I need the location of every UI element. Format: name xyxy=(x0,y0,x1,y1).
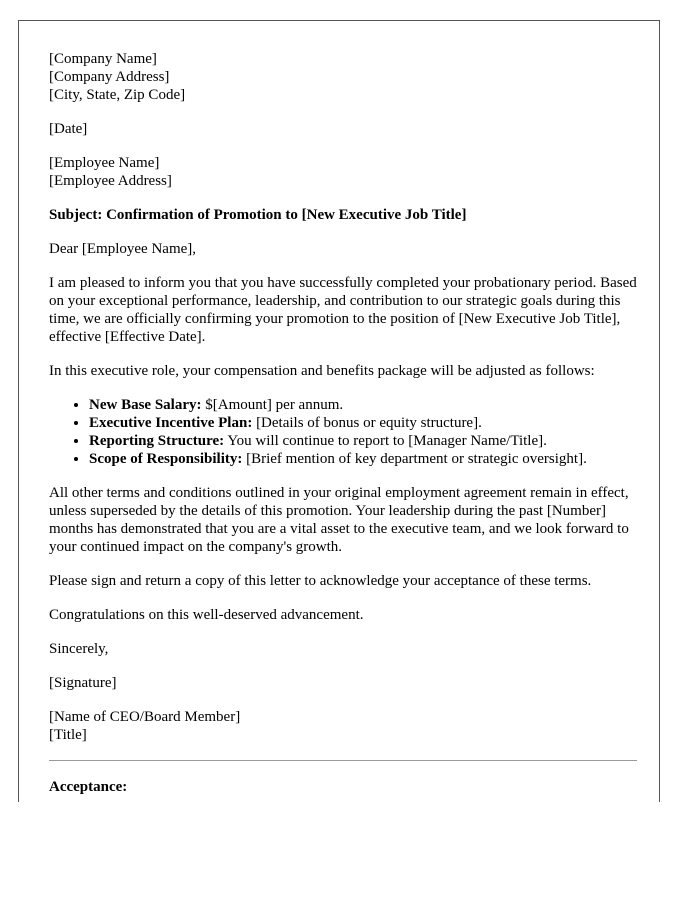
term-text: $[Amount] per annum. xyxy=(201,397,344,413)
salutation: Dear [Employee Name], xyxy=(49,241,197,257)
letter-page xyxy=(18,20,660,802)
term-text: You will continue to report to [Manager Name/Title]. xyxy=(224,433,547,449)
congratulations-line: Congratulations on this well-deserved advancement. xyxy=(49,607,364,623)
signer-block xyxy=(49,708,637,744)
term-label: New Base Salary: xyxy=(89,397,202,413)
acceptance-heading: Acceptance: xyxy=(49,779,128,795)
employee-name: [Employee Name] xyxy=(49,155,160,171)
term-text: [Brief mention of key department or strategic oversight]. xyxy=(242,451,587,467)
list-item xyxy=(89,432,637,450)
sign-request: Please sign and return a copy of this letter to acknowledge your acceptance of these terms. xyxy=(49,573,592,589)
closing: Sincerely, xyxy=(49,641,109,657)
section-divider xyxy=(49,760,637,761)
list-item xyxy=(89,450,637,468)
letter-date: [Date] xyxy=(49,121,88,137)
package-intro: In this executive role, your compensation and benefits package will be adjusted as follows: xyxy=(49,363,595,379)
list-item xyxy=(89,414,637,432)
signature-placeholder: [Signature] xyxy=(49,675,117,691)
company-address: [Company Address] xyxy=(49,69,170,85)
signer-title: [Title] xyxy=(49,727,87,743)
sender-address-block xyxy=(49,50,637,104)
letter-subject: Subject: Confirmation of Promotion to [New Executive Job Title] xyxy=(49,207,467,223)
date-block xyxy=(49,120,637,138)
term-label: Scope of Responsibility: xyxy=(89,451,243,467)
term-label: Executive Incentive Plan: xyxy=(89,415,253,431)
term-label: Reporting Structure: xyxy=(89,433,225,449)
recipient-address-block xyxy=(49,154,637,190)
signer-name: [Name of CEO/Board Member] xyxy=(49,709,241,725)
terms-paragraph: All other terms and conditions outlined in your original employment agreement remain in effect, unless superseded by the details of this promotion. Your leadership during the past [Number] months has demonstrated that you are a vital asset to the executive team, and we look forward to your continued impact on the company's growth. xyxy=(49,485,629,555)
letter-content xyxy=(49,50,637,796)
employee-address: [Employee Address] xyxy=(49,173,172,189)
company-name: [Company Name] xyxy=(49,51,157,67)
list-item xyxy=(89,396,637,414)
company-city-state-zip: [City, State, Zip Code] xyxy=(49,87,186,103)
compensation-terms-list xyxy=(49,396,637,468)
term-text: [Details of bonus or equity structure]. xyxy=(252,415,482,431)
intro-paragraph: I am pleased to inform you that you have successfully completed your probationary period. Based on your exceptional performance, leadership, and contribution to our strategic goals during this time, we are officially confirming your promotion to the position of [New Executive Job Title], effective [Effective Date]. xyxy=(49,275,637,345)
